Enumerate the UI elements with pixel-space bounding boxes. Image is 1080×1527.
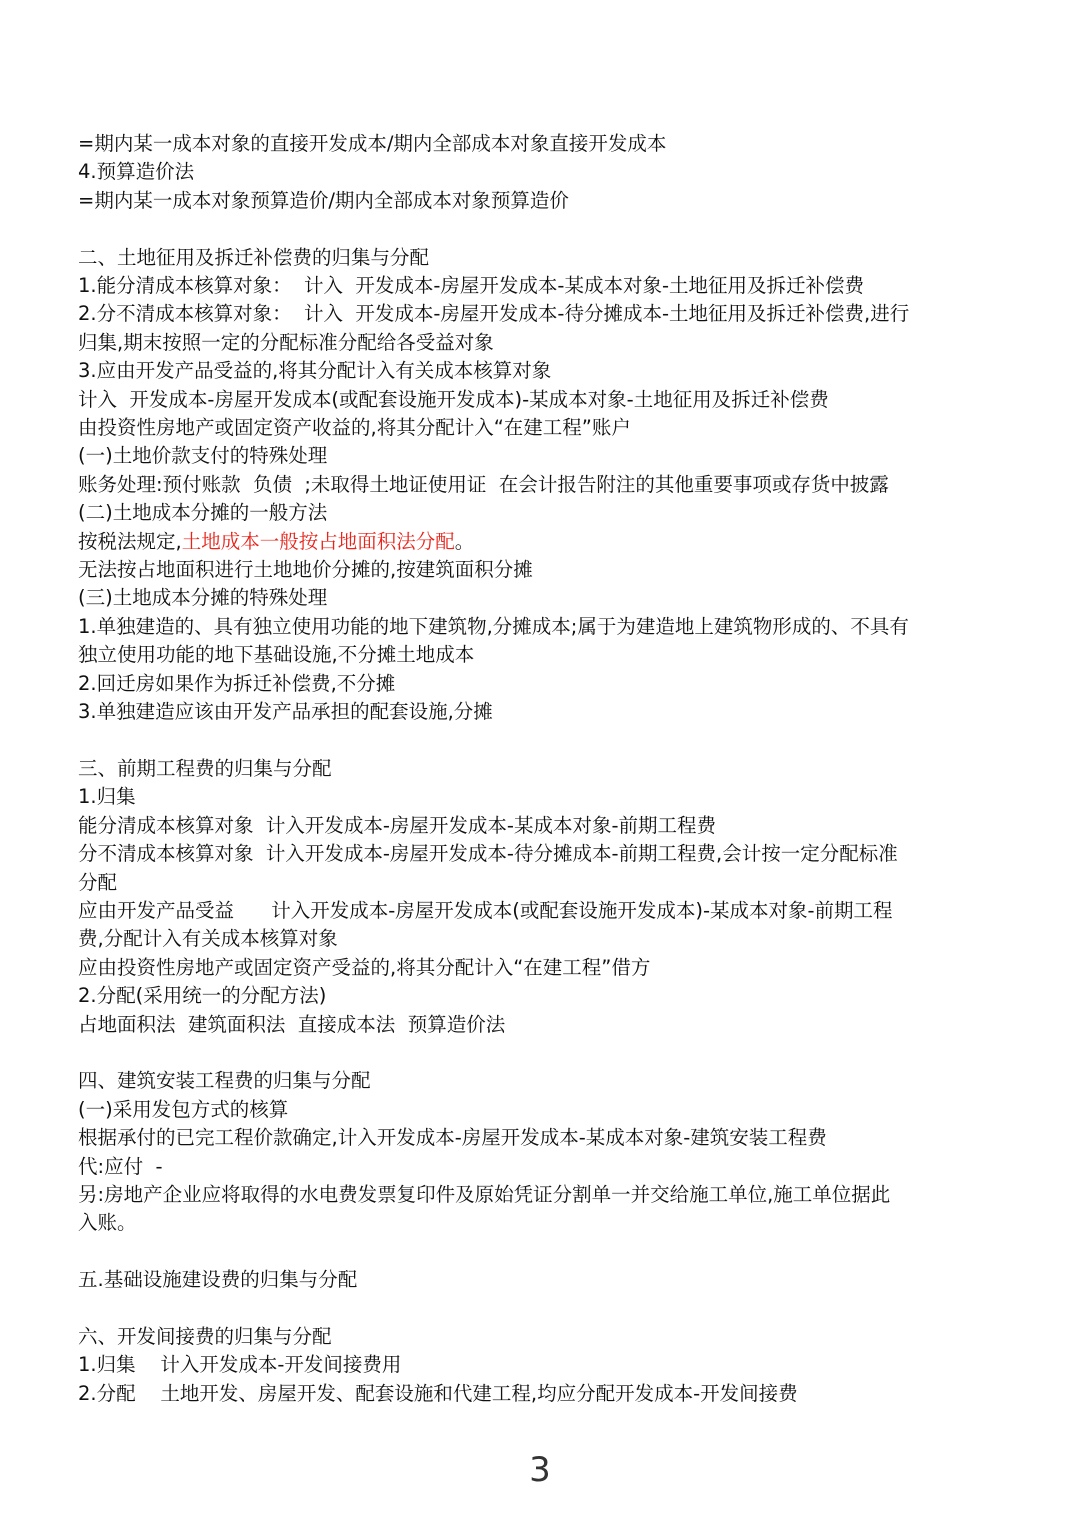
text-segment: 按税法规定,: [78, 529, 182, 553]
text-line: 占地面积法 建筑面积法 直接成本法 预算造价法: [78, 1012, 506, 1036]
highlighted-text: 土地成本一般按占地面积法分配: [181, 529, 455, 553]
subsection-heading: (二)土地成本分摊的一般方法: [78, 501, 328, 525]
text-line: 独立使用功能的地下基础设施,不分摊土地成本: [78, 643, 475, 667]
text-line: 能分清成本核算对象 计入开发成本-房屋开发成本-某成本对象-前期工程费: [78, 813, 717, 837]
section-heading: 六、开发间接费的归集与分配: [78, 1324, 332, 1348]
text-line: 3.单独建造应该由开发产品承担的配套设施,分摊: [78, 700, 493, 724]
text-line: 2.分配(采用统一的分配方法): [78, 984, 327, 1008]
blank-line: [78, 1238, 1018, 1266]
section-heading: 五.基础设施建设费的归集与分配: [78, 1268, 358, 1292]
text-line: 应由开发产品受益 计入开发成本-房屋开发成本(或配套设施开发成本)-某成本对象-前期工程: [78, 898, 893, 922]
text-line: 2.分不清成本核算对象： 计入 开发成本-房屋开发成本-待分摊成本-土地征用及拆迁补偿费,进行: [78, 302, 910, 326]
text-line: 分不清成本核算对象 计入开发成本-房屋开发成本-待分摊成本-前期工程费,会计按一定分配标准: [78, 842, 898, 866]
blank-line: [78, 727, 1018, 755]
text-line: 计入 开发成本-房屋开发成本(或配套设施开发成本)-某成本对象-土地征用及拆迁补偿费: [78, 387, 829, 411]
text-line: 1.单独建造的、具有独立使用功能的地下建筑物,分摊成本;属于为建造地上建筑物形成的、不具有: [78, 614, 909, 638]
text-line: 费,分配计入有关成本核算对象: [78, 927, 338, 951]
section-heading: 二、土地征用及拆迁补偿费的归集与分配: [78, 245, 430, 269]
text-line: 2.分配 土地开发、房屋开发、配套设施和代建工程,均应分配开发成本-开发间接费: [78, 1381, 798, 1405]
text-segment: 。: [454, 529, 475, 553]
text-line: 3.应由开发产品受益的,将其分配计入有关成本核算对象: [78, 359, 552, 383]
subsection-heading: (三)土地成本分摊的特殊处理: [78, 586, 328, 610]
page-number: 3: [529, 1450, 551, 1490]
text-line: =期内某一成本对象预算造价/期内全部成本对象预算造价: [78, 188, 569, 212]
subsection-heading: (一)土地价款支付的特殊处理: [78, 444, 328, 468]
text-line: 根据承付的已完工程价款确定,计入开发成本-房屋开发成本-某成本对象-建筑安装工程费: [78, 1126, 827, 1150]
text-line: 1.归集: [78, 785, 136, 809]
text-line: 无法按占地面积进行土地地价分摊的,按建筑面积分摊: [78, 558, 533, 582]
blank-line: [78, 1039, 1018, 1067]
blank-line: [78, 1295, 1018, 1323]
document-body: [78, 130, 1018, 1408]
text-line: 1.归集 计入开发成本-开发间接费用: [78, 1353, 402, 1377]
text-line: 4.预算造价法: [78, 160, 195, 184]
subsection-heading: (一)采用发包方式的核算: [78, 1097, 289, 1121]
section-heading: 四、建筑安装工程费的归集与分配: [78, 1069, 371, 1093]
text-line: 1.能分清成本核算对象： 计入 开发成本-房屋开发成本-某成本对象-土地征用及拆迁补偿费: [78, 274, 865, 298]
text-line: 应由投资性房地产或固定资产受益的,将其分配计入“在建工程”借方: [78, 955, 651, 979]
text-line: 分配: [78, 870, 118, 894]
text-line: 2.回迁房如果作为拆迁补偿费,不分摊: [78, 671, 396, 695]
text-line: 账务处理:预付账款 负债 ;未取得土地证使用证 在会计报告附注的其他重要事项或存货中披露: [78, 472, 889, 496]
text-line: 入账。: [78, 1211, 137, 1235]
text-line: 另:房地产企业应将取得的水电费发票复印件及原始凭证分割单一并交给施工单位,施工单位据此: [78, 1182, 891, 1206]
section-heading: 三、前期工程费的归集与分配: [78, 756, 332, 780]
text-line: 由投资性房地产或固定资产收益的,将其分配计入“在建工程”账户: [78, 416, 631, 440]
text-line-with-highlight: [78, 528, 1018, 556]
text-line: 归集,期末按照一定的分配标准分配给各受益对象: [78, 330, 494, 354]
text-line: 代:应付 -: [78, 1154, 163, 1178]
text-line: =期内某一成本对象的直接开发成本/期内全部成本对象直接开发成本: [78, 132, 667, 155]
blank-line: [78, 215, 1018, 243]
